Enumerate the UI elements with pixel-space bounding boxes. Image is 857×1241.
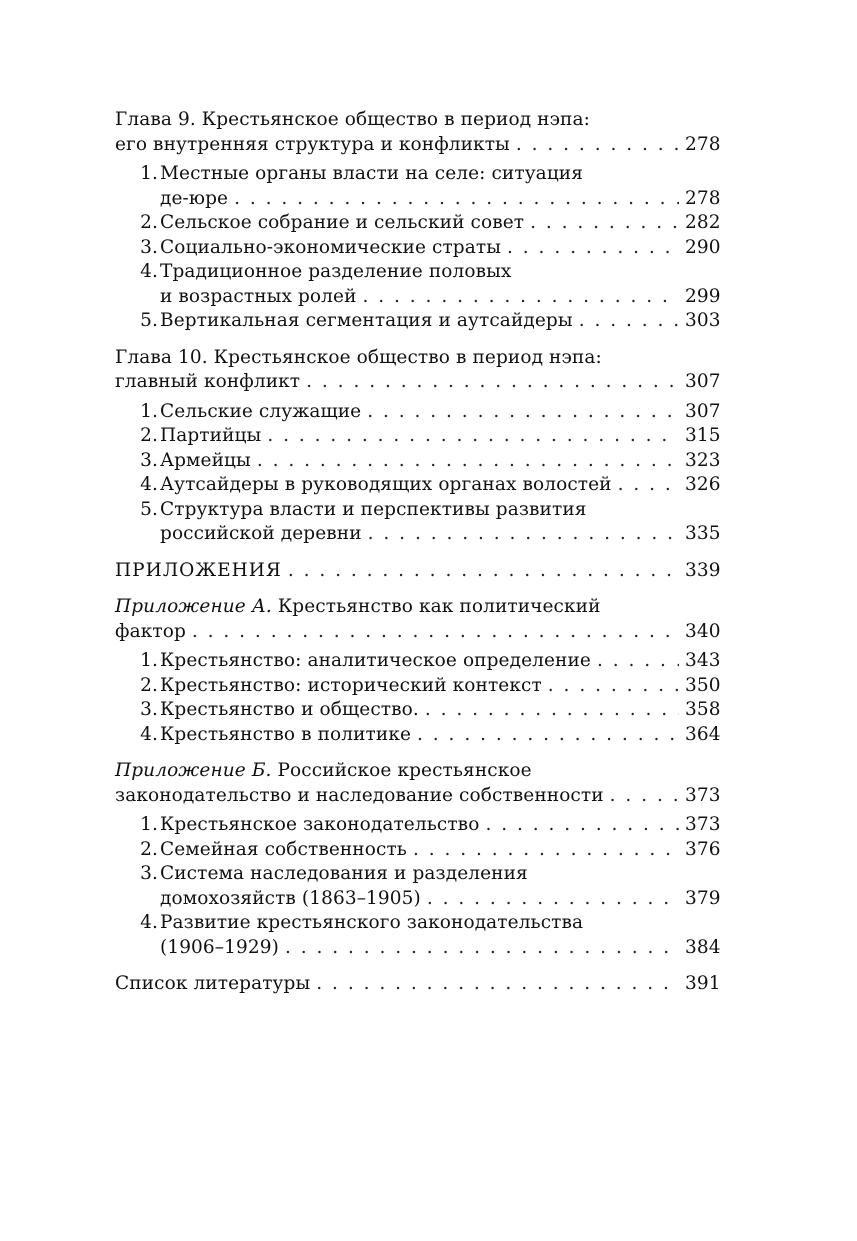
toc-item: 1. Местные органы власти на селе: ситуация де-юре . . . 278 — [115, 162, 719, 211]
leader-dots — [316, 972, 679, 997]
leader-dots — [597, 649, 679, 674]
leader-dots — [234, 187, 679, 212]
toc-item: 2. Сельское собрание и сельский совет . . . 282 — [115, 211, 719, 236]
page-number: 373 — [685, 784, 721, 806]
leader-dots — [285, 936, 679, 961]
toc-item: 3. Армейцы . . . 323 — [115, 449, 719, 474]
toc-item: 5. Структура власти и перспективы развития российской деревни . . . 335 — [115, 498, 719, 547]
leader-dots — [507, 236, 679, 261]
toc-item: 4. Аутсайдеры в руководящих органах волостей . . . 326 — [115, 473, 719, 498]
page-number: 343 — [685, 650, 721, 671]
chapter-9-title-line2: его внутренняя структура и конфликты . . . 278 — [115, 133, 719, 158]
leader-dots — [427, 887, 679, 912]
toc-item: 4. Развитие крестьянского законодательства (1906–1929) . . . 384 — [115, 911, 719, 960]
page-number: 303 — [685, 310, 721, 331]
toc-item: 2. Семейная собственность . . . 376 — [115, 838, 719, 863]
leader-dots — [425, 698, 679, 723]
page-number: 358 — [685, 699, 721, 720]
toc-item: 5. Вертикальная сегментация и аутсайдеры . . . 303 — [115, 309, 719, 334]
toc-item: 2. Крестьянство: исторический контекст . . . 350 — [115, 674, 719, 699]
page-number: 364 — [685, 723, 721, 745]
leader-dots — [368, 522, 679, 547]
appendix-b: Приложение Б. Российское крестьянское законодательство и наследование собственности . . . 373 1. Крестьянское законодательство . . . 373 2. Семейная собственность . . . 376 3. Система наследования и разделения домохозяйств (1863–1905) . . . 379 4. Развитие крестьянского законодательства (1906–1929) . . . 384 — [115, 759, 719, 960]
page-number: 278 — [685, 133, 721, 155]
page-number: 307 — [685, 371, 721, 392]
leader-dots — [257, 449, 679, 474]
page-number: 391 — [685, 973, 721, 994]
leader-dots — [417, 723, 679, 748]
leader-dots — [610, 784, 679, 809]
page-number: 278 — [685, 187, 721, 209]
appendix-a: Приложение А. Крестьянство как политический фактор . . . 340 1. Крестьянство: аналитическое определение . . . 343 2. Крестьянство: исторический контекст . . . 350 3. Крестьянство и общество. . . . 358 4. Крестьянство в политике . . . 364 — [115, 595, 719, 747]
toc-item: 1. Сельские служащие . . . 307 — [115, 400, 719, 425]
leader-dots — [485, 813, 679, 838]
page-number: 307 — [685, 400, 721, 422]
leader-dots — [548, 674, 679, 699]
page-number: 299 — [685, 285, 721, 307]
toc-item: 1. Крестьянство: аналитическое определение . . . 343 — [115, 649, 719, 674]
page-number: 339 — [685, 559, 721, 581]
table-of-contents — [115, 108, 719, 997]
page-number: 350 — [685, 674, 721, 696]
chapter-9-title-line1: Глава 9. Крестьянское общество в период нэпа: — [115, 109, 590, 130]
leader-dots — [618, 473, 679, 498]
page-number: 323 — [685, 449, 721, 471]
page-number: 290 — [685, 236, 721, 258]
page-number: 326 — [685, 474, 721, 495]
page-number: 282 — [685, 212, 721, 233]
leader-dots — [516, 133, 679, 158]
appendices-heading: ПРИЛОЖЕНИЯ . . . 339 — [115, 559, 719, 584]
page-number: 373 — [685, 814, 721, 835]
page-number: 384 — [685, 936, 721, 958]
toc-item: 3. Крестьянство и общество. . . . 358 — [115, 698, 719, 723]
leader-dots — [288, 559, 679, 584]
toc-item: 3. Система наследования и разделения домохозяйств (1863–1905) . . . 379 — [115, 862, 719, 911]
bibliography-entry: Список литературы . . . 391 — [115, 972, 719, 997]
page-number: 340 — [685, 620, 721, 642]
toc-item: 4. Крестьянство в политике . . . 364 — [115, 723, 719, 748]
leader-dots — [267, 424, 679, 449]
toc-item: 3. Социально-экономические страты . . . 290 — [115, 236, 719, 261]
leader-dots — [367, 400, 679, 425]
toc-item: 4. Традиционное разделение половых и возрастных ролей . . . 299 — [115, 260, 719, 309]
leader-dots — [306, 370, 679, 395]
page-number: 379 — [685, 887, 721, 909]
leader-dots — [579, 309, 679, 334]
toc-item: 1. Крестьянское законодательство . . . 373 — [115, 813, 719, 838]
chapter-10: Глава 10. Крестьянское общество в период нэпа: главный конфликт . . . 307 1. Сельские служащие . . . 307 2. Партийцы . . . 315 3. Армейцы . . . 323 4. Аутсайдеры в руководящих органах волостей . . . 326 5. Структура власти и перспективы развития российской деревни . . . 335 — [115, 346, 719, 547]
leader-dots — [363, 285, 679, 310]
leader-dots — [192, 620, 679, 645]
page-number: 335 — [685, 523, 721, 544]
leader-dots — [413, 838, 679, 863]
toc-item: 2. Партийцы . . . 315 — [115, 424, 719, 449]
page-number: 376 — [685, 838, 721, 860]
chapter-9 — [115, 108, 719, 334]
leader-dots — [530, 211, 679, 236]
page-number: 315 — [685, 425, 721, 446]
